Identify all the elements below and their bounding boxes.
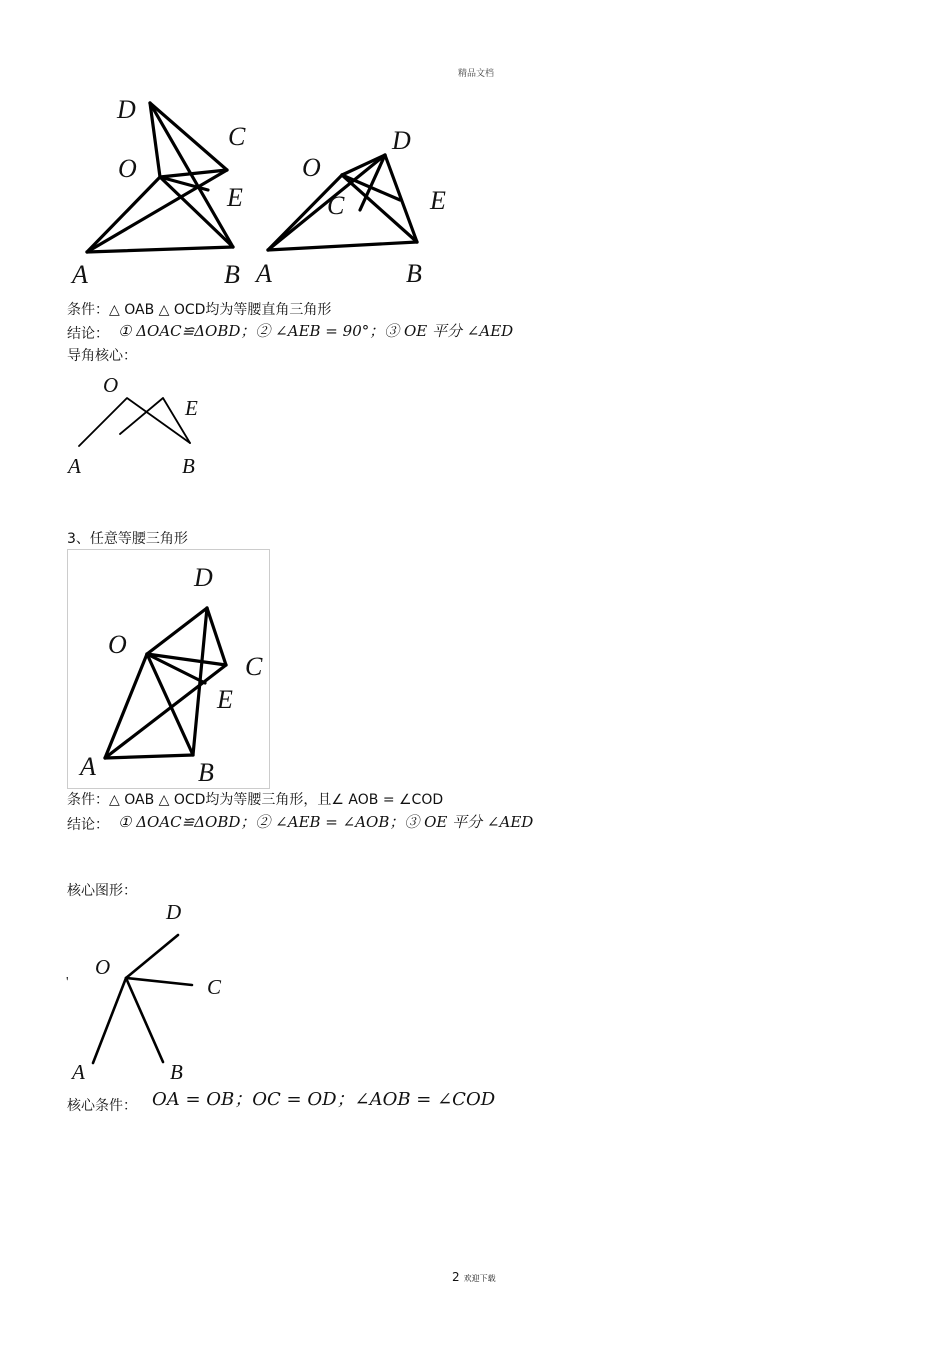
label-b: B: [182, 454, 195, 478]
footer-text: 欢迎下载: [463, 1274, 496, 1283]
label-o: O: [302, 153, 321, 182]
label-a: A: [72, 260, 88, 289]
conclusion-label: 结论：: [67, 817, 109, 833]
label-b: B: [198, 758, 214, 787]
label-a: A: [68, 454, 81, 478]
label-d: D: [166, 900, 182, 924]
label-a: A: [72, 1060, 85, 1084]
label-d: D: [194, 563, 213, 592]
scan-artifact: ': [66, 975, 69, 990]
conclusion-math: ① ΔOAC≌ΔOBD；② ∠AEB = ∠AOB；③ OE 平分 ∠AED: [118, 813, 534, 831]
conclusion-math: ① ΔOAC≌ΔOBD；② ∠AEB = 90°；③ OE 平分 ∠AED: [118, 322, 514, 340]
label-e: E: [227, 183, 243, 212]
condition-text: 条件：△ OAB △ OCD均为等腰直角三角形: [67, 302, 332, 318]
label-a: A: [80, 752, 96, 781]
label-o: O: [118, 154, 137, 183]
label-c: C: [228, 122, 246, 151]
core-condition-math: OA = OB；OC = OD；∠AOB = ∠COD: [152, 1089, 496, 1110]
core-angle-label: 导角核心：: [67, 348, 137, 364]
label-b: B: [170, 1060, 183, 1084]
label-o: O: [103, 373, 119, 397]
label-d: D: [392, 126, 411, 155]
label-b: B: [406, 259, 422, 288]
section-title: 3、任意等腰三角形: [67, 531, 188, 547]
label-c: C: [207, 975, 222, 999]
label-o: O: [108, 630, 127, 659]
label-o: O: [95, 955, 111, 979]
label-e: E: [430, 186, 446, 215]
label-c: C: [245, 652, 263, 681]
core-condition-label: 核心条件：: [67, 1098, 137, 1114]
label-a: A: [256, 259, 272, 288]
label-e: E: [217, 685, 233, 714]
page-number: 2: [452, 1270, 460, 1284]
core-figure-label: 核心图形：: [67, 883, 137, 899]
condition-text: 条件：△ OAB △ OCD均为等腰三角形，且∠ AOB = ∠COD: [67, 792, 444, 808]
label-b: B: [224, 260, 240, 289]
label-e: E: [185, 396, 198, 420]
page-footer: [452, 1270, 496, 1284]
page-header: 精品文档: [458, 69, 495, 79]
conclusion-label: 结论：: [67, 326, 109, 342]
label-d: D: [117, 95, 136, 124]
label-c: C: [327, 191, 345, 220]
